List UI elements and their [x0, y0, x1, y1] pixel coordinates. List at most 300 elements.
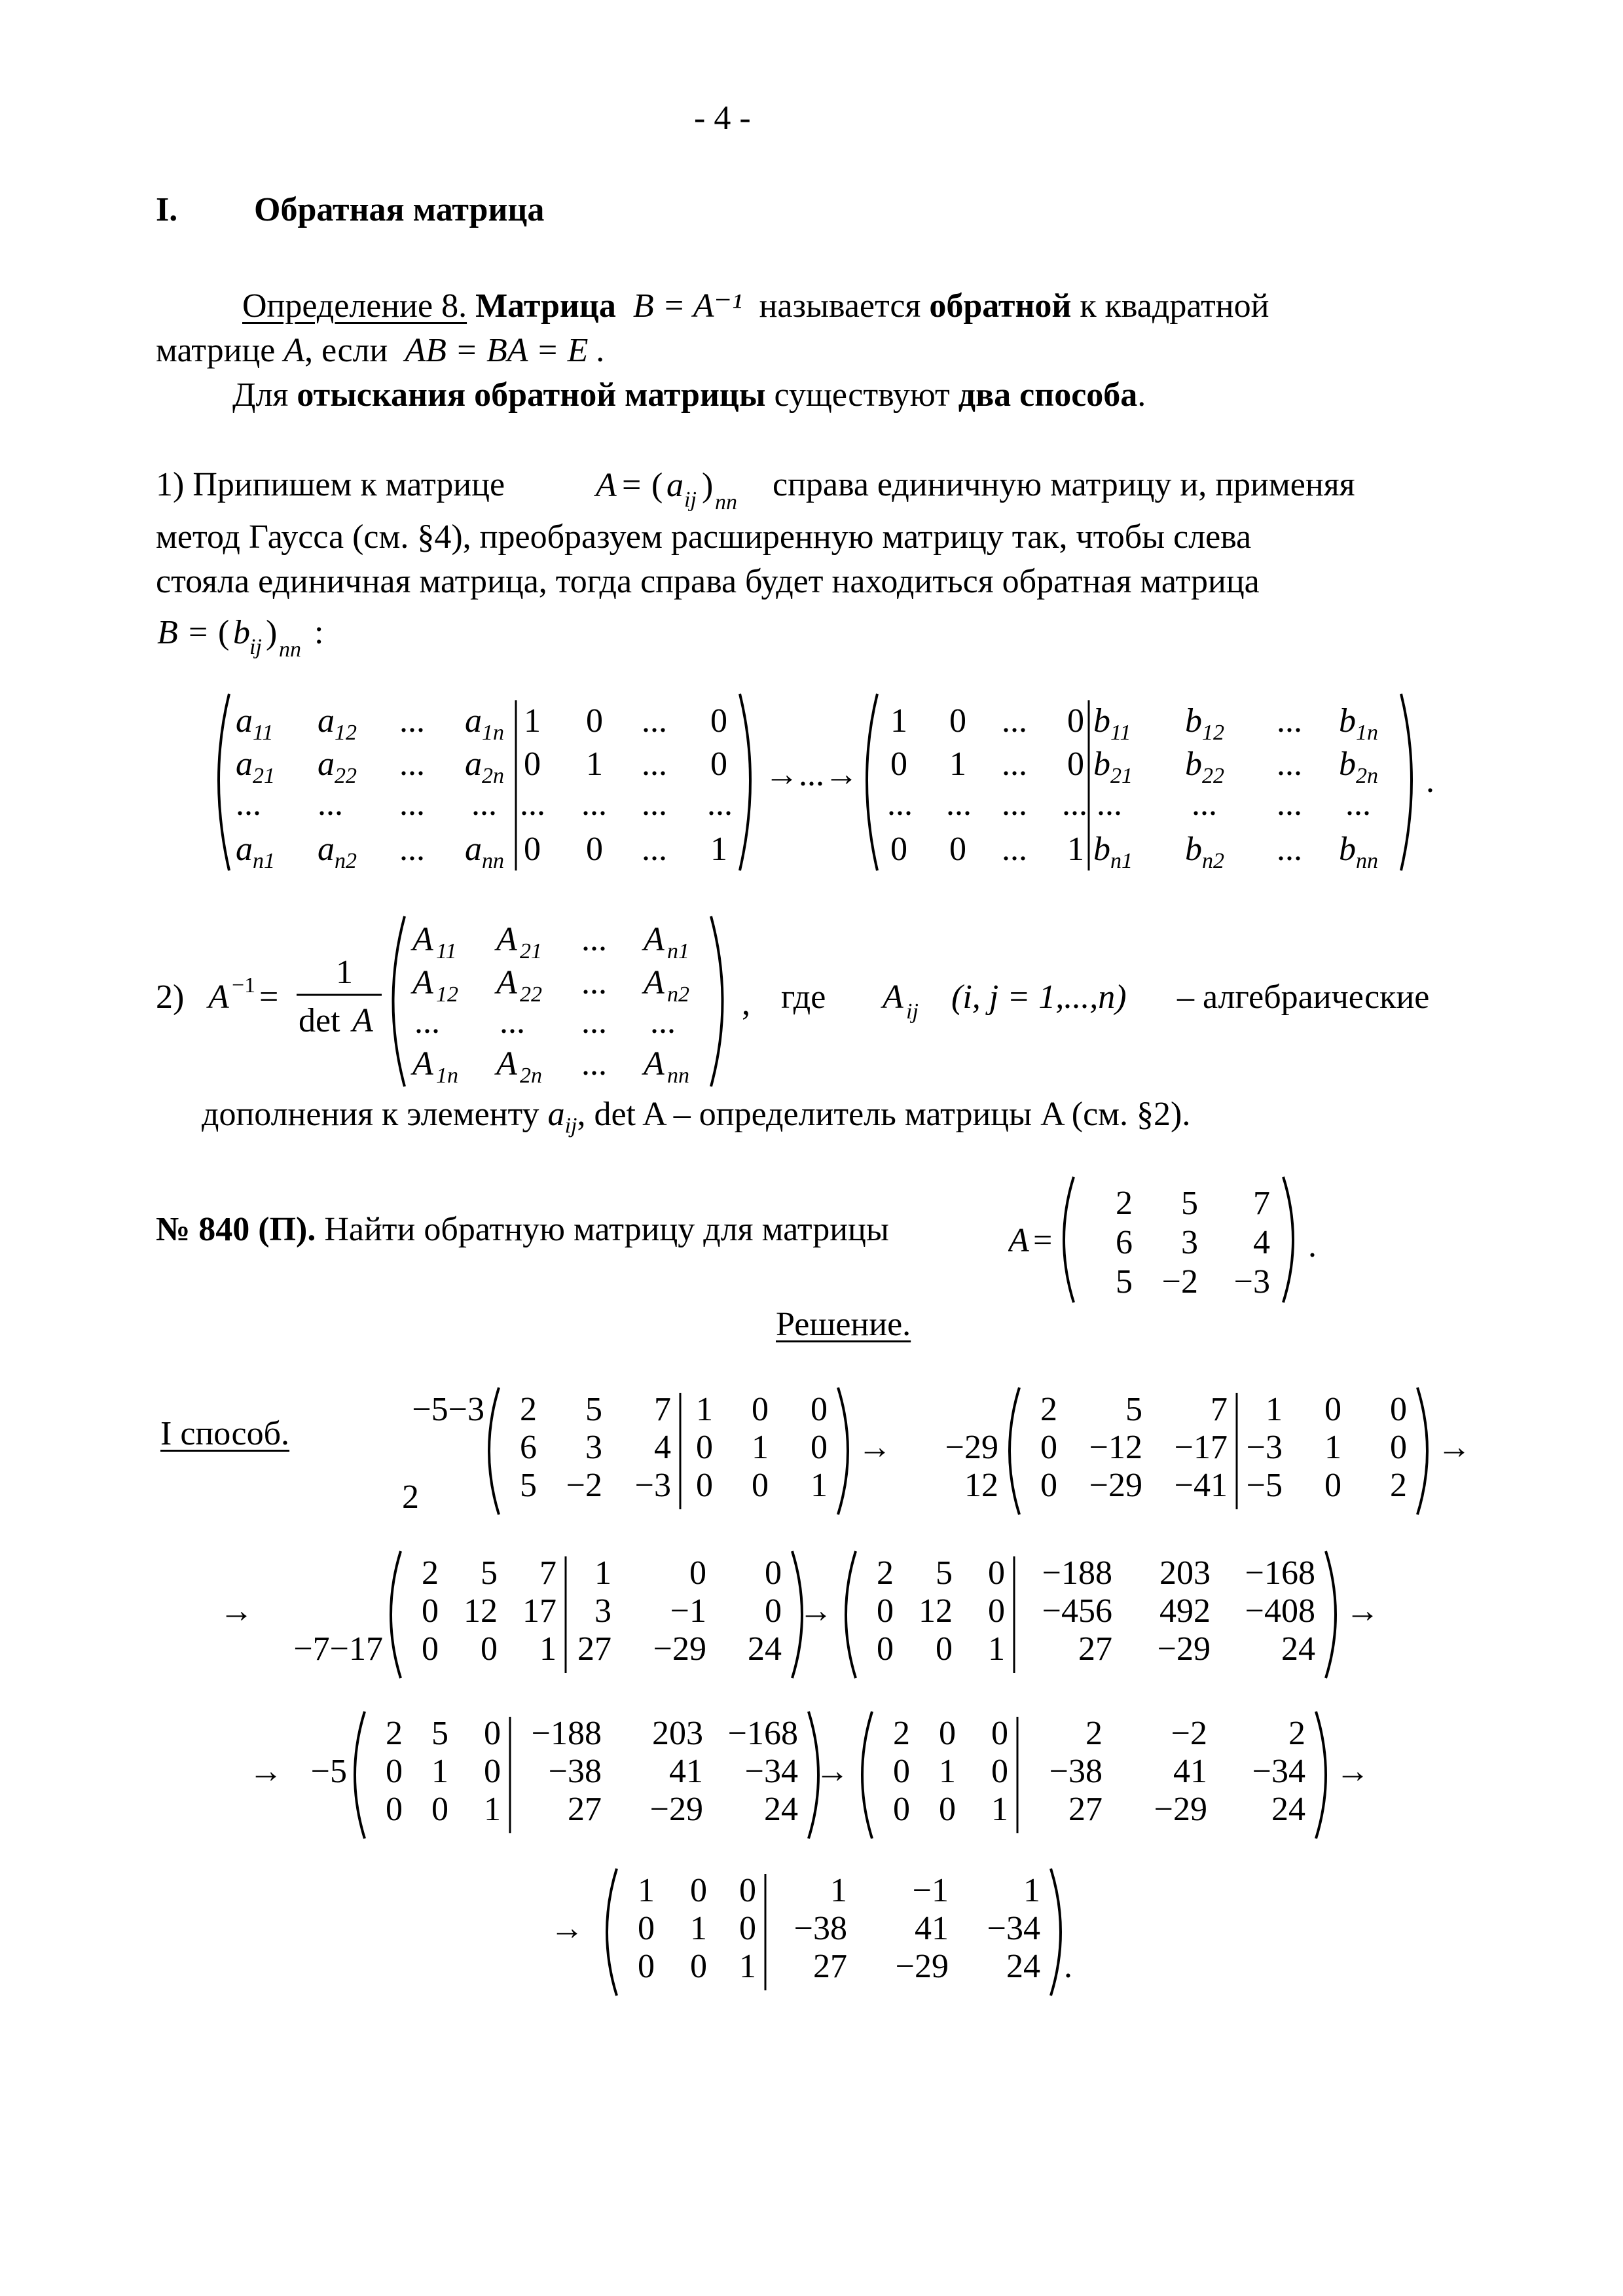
svg-text:22: 22	[520, 982, 542, 1007]
matrix-cell: 5	[481, 1554, 498, 1592]
svg-text:b: b	[1339, 702, 1356, 740]
matrix-left-paren	[846, 1551, 856, 1678]
matrix-right-paren	[1051, 1869, 1061, 1996]
row-multiplier: −5−3	[412, 1391, 484, 1428]
svg-text:A: A	[496, 1045, 517, 1083]
matrix-cell: 0	[765, 1554, 782, 1592]
problem-text: Найти обратную матрицу для матрицы	[324, 1211, 889, 1248]
svg-text:): )	[266, 614, 278, 651]
svg-text:...: ...	[581, 964, 607, 1001]
svg-text:...: ...	[1002, 745, 1027, 783]
matrix-cell: 0	[422, 1592, 439, 1630]
definition-line2-eq: AB = BA = E .	[405, 332, 606, 369]
matrix-cell: 27	[568, 1791, 602, 1828]
matrix-cell: 0	[386, 1753, 403, 1790]
matrix-cell: −34	[987, 1910, 1040, 1947]
matrix-cell: 0	[696, 1429, 713, 1466]
matrix-cell: 0	[1324, 1391, 1341, 1428]
svg-text:2n: 2n	[520, 1064, 542, 1088]
svg-text:a: a	[318, 702, 335, 740]
matrix-cell: 5	[936, 1554, 953, 1592]
svg-text:=: =	[259, 978, 279, 1016]
matrix-left-paren	[1010, 1388, 1019, 1515]
matrix-cell: 0	[638, 1910, 655, 1947]
svg-text:n1: n1	[667, 939, 689, 963]
svg-text:...: ...	[707, 785, 733, 823]
matrix-cell: 0	[1390, 1429, 1407, 1466]
svg-text:a: a	[236, 702, 253, 740]
svg-text:b: b	[1185, 745, 1202, 783]
period: .	[1064, 1948, 1072, 1985]
svg-text:...: ...	[318, 785, 343, 823]
matrix-cell: 0	[765, 1592, 782, 1630]
matrix-cell: −1	[670, 1592, 706, 1630]
row-multiplier: −5	[310, 1753, 347, 1790]
svg-text:1: 1	[890, 702, 907, 740]
matrix-cell: 5	[1125, 1391, 1142, 1428]
matrix-left-paren	[355, 1712, 365, 1839]
matrix-cell: 1	[988, 1630, 1005, 1668]
matrix-cell: 41	[1173, 1753, 1207, 1790]
matrix-cell: 0	[939, 1715, 956, 1752]
arrow: →	[815, 1753, 849, 1790]
definition-line2-start: матрице	[156, 332, 276, 369]
svg-text:b: b	[1339, 745, 1356, 783]
svg-text:a: a	[318, 745, 335, 783]
matrix-cell: −29	[1157, 1630, 1211, 1668]
matrix-cell: 2	[1288, 1715, 1305, 1752]
matrix-right-paren	[1316, 1712, 1326, 1839]
matrix-cell: 2	[893, 1715, 910, 1752]
svg-text:12: 12	[436, 982, 458, 1007]
matrix-cell: −408	[1245, 1592, 1315, 1630]
matrix-cell: 0	[739, 1872, 756, 1909]
svg-text:...: ...	[1345, 785, 1371, 823]
matrix-cell: 0	[1040, 1467, 1057, 1504]
section-numeral: I.	[156, 191, 178, 228]
svg-text:n2: n2	[1202, 849, 1224, 873]
matrix-cell: 41	[669, 1753, 703, 1790]
method1-inline-matrix-a	[589, 458, 779, 517]
arrow: →	[1345, 1592, 1379, 1630]
definition-called: называется	[759, 287, 921, 325]
matrix-cell: −29	[1154, 1791, 1207, 1828]
matrix-cell: 2	[386, 1715, 403, 1752]
matrix-cell: 1	[539, 1630, 556, 1668]
definition-formula: B = A⁻¹	[632, 287, 742, 325]
svg-text:...: ...	[236, 785, 261, 823]
svg-text:.: .	[1426, 762, 1434, 800]
svg-text:2n: 2n	[1356, 764, 1378, 788]
definition-bold-word: Матрица	[475, 287, 616, 325]
svg-text:...: ...	[1277, 702, 1302, 740]
svg-text:−1: −1	[232, 973, 256, 997]
svg-text:12: 12	[1202, 721, 1224, 745]
definition-label: Определение 8.	[242, 287, 467, 325]
svg-text:A: A	[596, 467, 617, 504]
matrix-cell: 0	[893, 1791, 910, 1828]
svg-text:n2: n2	[667, 982, 689, 1007]
svg-text:(: (	[218, 614, 230, 651]
svg-text:...: ...	[1062, 785, 1087, 823]
gauss-steps	[0, 1361, 1623, 2049]
method2-algebraic: – алгебраические	[1177, 978, 1430, 1016]
matrix-cell: −5	[1246, 1467, 1283, 1504]
matrix-cell: 2	[1040, 1391, 1057, 1428]
svg-text:b: b	[233, 614, 250, 651]
svg-text:11: 11	[436, 939, 457, 963]
definition-inverse: обратной	[929, 287, 1072, 325]
problem-matrix-cells	[1116, 1185, 1270, 1300]
method-label: I способ.	[160, 1415, 290, 1452]
row-multiplier: 12	[964, 1467, 998, 1504]
svg-text:1: 1	[949, 745, 966, 783]
matrix-cell: 2	[1085, 1715, 1103, 1752]
svg-text:A: A	[412, 921, 433, 958]
matrix-cell: 2	[520, 1391, 537, 1428]
matrix-cell: 1	[811, 1467, 828, 1504]
svg-text:...: ...	[642, 745, 667, 783]
problem-matrix-cell: 5	[1181, 1185, 1198, 1222]
svg-text:12: 12	[335, 721, 357, 745]
matrix-cell: 24	[748, 1630, 782, 1668]
matrix-cell: −3	[634, 1467, 671, 1504]
svg-text:det: det	[299, 1002, 340, 1039]
matrix-cell: 1	[696, 1391, 713, 1428]
matrix-cell: 203	[1159, 1554, 1211, 1592]
method1-line-1b: справа единичную матрицу и, применяя	[773, 466, 1355, 503]
matrix-cell: 0	[991, 1753, 1008, 1790]
svg-text:.: .	[1308, 1227, 1317, 1265]
arrow: →	[249, 1753, 283, 1790]
svg-text:0: 0	[710, 702, 727, 740]
method2-line2-b: , det A – определитель матрицы	[577, 1096, 1032, 1133]
matrix-right-paren	[838, 1388, 848, 1515]
problem-matrix-cell: 3	[1181, 1224, 1198, 1261]
matrix-cell: 2	[877, 1554, 894, 1592]
matrix-cell: 27	[577, 1630, 611, 1668]
svg-text:...: ...	[1002, 702, 1027, 740]
matrix-left-paren	[391, 1551, 401, 1678]
svg-text:21: 21	[520, 939, 542, 963]
svg-text:a: a	[465, 745, 482, 783]
svg-text:a: a	[236, 831, 253, 868]
svg-text:A: A	[412, 1045, 433, 1083]
matrix-cell: 0	[988, 1554, 1005, 1592]
svg-text:1n: 1n	[1356, 721, 1378, 745]
arrow: →	[219, 1592, 253, 1630]
svg-text:22: 22	[335, 764, 357, 788]
svg-text:...: ...	[1002, 785, 1027, 823]
svg-text:A: A	[644, 921, 665, 958]
svg-text:1: 1	[524, 702, 541, 740]
matrix-cell: 1	[991, 1791, 1008, 1828]
svg-text:...: ...	[1277, 785, 1302, 823]
matrix-cell: 0	[991, 1715, 1008, 1752]
svg-text:...: ...	[642, 702, 667, 740]
matrix-cell: 17	[522, 1592, 556, 1630]
svg-text:B: B	[157, 614, 178, 651]
intro-for: Для	[232, 376, 289, 414]
matrix-cell: 0	[690, 1948, 707, 1985]
matrix-right-paren	[1417, 1388, 1427, 1515]
matrix-cell: 0	[431, 1791, 448, 1828]
svg-text:...: ...	[581, 785, 607, 823]
svg-text:): )	[702, 467, 714, 504]
svg-text:n1: n1	[1110, 849, 1133, 873]
matrix-cell: 5	[585, 1391, 602, 1428]
method2-line2-a: дополнения к элементу	[202, 1096, 539, 1133]
matrix-cell: 5	[431, 1715, 448, 1752]
matrix-cell: 1	[638, 1872, 655, 1909]
matrix-cell: −168	[1245, 1554, 1315, 1592]
svg-text:=: =	[189, 614, 208, 651]
svg-text:...: ...	[946, 785, 972, 823]
svg-text:0: 0	[586, 831, 603, 868]
definition-line2-if: , если	[304, 332, 388, 369]
svg-text:...: ...	[1277, 745, 1302, 783]
matrix-cell: −29	[1089, 1467, 1142, 1504]
svg-text:22: 22	[1202, 764, 1224, 788]
svg-text:b: b	[1185, 831, 1202, 868]
matrix-cell: 12	[464, 1592, 498, 1630]
problem-matrix-cell: 4	[1253, 1224, 1270, 1261]
svg-text:...: ...	[581, 1003, 607, 1041]
svg-text:1n: 1n	[436, 1064, 458, 1088]
svg-text:...: ...	[414, 1003, 440, 1041]
problem-number: № 840 (П).	[156, 1211, 316, 1248]
svg-text:A: A	[412, 964, 433, 1001]
matrix-cell: 0	[689, 1554, 706, 1592]
svg-text:0: 0	[586, 702, 603, 740]
svg-text:...: ...	[642, 831, 667, 868]
svg-text:=: =	[622, 467, 642, 504]
row-multiplier: −7−17	[293, 1630, 383, 1668]
svg-text:...: ...	[399, 831, 425, 868]
svg-text:nn: nn	[715, 490, 737, 514]
page-number: - 4 -	[694, 99, 751, 137]
problem-line	[156, 1210, 889, 1250]
svg-text:...: ...	[1277, 831, 1302, 868]
svg-text:0: 0	[710, 745, 727, 783]
arrow: →	[1336, 1753, 1370, 1790]
matrix-cell: 0	[484, 1715, 501, 1752]
matrix-cell: 0	[690, 1872, 707, 1909]
svg-text:a: a	[465, 702, 482, 740]
svg-text:...: ...	[1097, 785, 1122, 823]
svg-text:1: 1	[1067, 831, 1084, 868]
matrix-cell: 0	[1390, 1391, 1407, 1428]
svg-text:A: A	[883, 978, 903, 1016]
row-multiplier: 2	[402, 1479, 419, 1516]
matrix-cell: 0	[811, 1429, 828, 1466]
method1-line-1a: 1) Припишем к матрице	[156, 466, 505, 503]
matrix-cell: 0	[1324, 1467, 1341, 1504]
svg-text:A: A	[496, 921, 517, 958]
matrix-cell: 1	[739, 1948, 756, 1985]
matrix-cell: 24	[1006, 1948, 1040, 1985]
matrix-cell: 0	[877, 1630, 894, 1668]
matrix-cell: 0	[939, 1791, 956, 1828]
svg-text:2n: 2n	[482, 764, 504, 788]
matrix-cell: 27	[813, 1948, 847, 1985]
svg-text:1: 1	[710, 831, 727, 868]
svg-text:1: 1	[336, 954, 353, 991]
svg-text:0: 0	[524, 831, 541, 868]
matrix-cell: 203	[652, 1715, 703, 1752]
matrix-cell: 12	[919, 1592, 953, 1630]
svg-text:nn: nn	[667, 1064, 689, 1088]
matrix-cell: 24	[1271, 1791, 1305, 1828]
matrix-cell: 6	[520, 1429, 537, 1466]
svg-text:0: 0	[949, 831, 966, 868]
svg-text:A: A	[644, 1045, 665, 1083]
svg-text:ij: ij	[684, 488, 697, 512]
matrix-cell: 7	[539, 1554, 556, 1592]
matrix-cell: 7	[654, 1391, 671, 1428]
matrix-cell: −38	[548, 1753, 602, 1790]
svg-text:0: 0	[890, 831, 907, 868]
svg-text:...: ...	[1192, 785, 1217, 823]
matrix-cell: 0	[739, 1910, 756, 1947]
svg-text:A: A	[208, 978, 229, 1016]
matrix-cell: −38	[793, 1910, 847, 1947]
problem-matrix-cell: −2	[1161, 1263, 1198, 1300]
method2-line2-c: A (см. §2).	[1040, 1096, 1191, 1133]
method2-formula	[156, 903, 1478, 1100]
matrix-cell: −2	[1171, 1715, 1207, 1752]
svg-text:b: b	[1185, 702, 1202, 740]
matrix-cell: 27	[1068, 1791, 1103, 1828]
svg-text:b: b	[1093, 831, 1110, 868]
matrix-cell: −188	[531, 1715, 602, 1752]
matrix-cell: 3	[594, 1592, 611, 1630]
problem-matrix-cell: 2	[1116, 1185, 1133, 1222]
matrix-cell: 0	[422, 1630, 439, 1668]
matrix-cell: −34	[744, 1753, 798, 1790]
method1-line-3: стояла единичная матрица, тогда справа будет находиться обратная матрица	[156, 563, 1260, 600]
problem-matrix	[1008, 1172, 1336, 1309]
svg-text:0: 0	[949, 702, 966, 740]
matrix-cell: −29	[653, 1630, 706, 1668]
matrix-cell: −17	[1174, 1429, 1228, 1466]
svg-text:a: a	[465, 831, 482, 868]
matrix-cell: 0	[877, 1592, 894, 1630]
problem-matrix-cell: 6	[1116, 1224, 1133, 1261]
svg-text:11: 11	[1110, 721, 1131, 745]
matrix-cell: 0	[988, 1592, 1005, 1630]
matrix-cell: 0	[936, 1630, 953, 1668]
svg-text:b: b	[1339, 831, 1356, 868]
matrix-cell: 3	[585, 1429, 602, 1466]
svg-text:n1: n1	[253, 849, 275, 873]
svg-text:1n: 1n	[482, 721, 504, 745]
matrix-cell: 1	[484, 1791, 501, 1828]
methods-intro	[232, 375, 1146, 416]
matrix-cell: −12	[1089, 1429, 1142, 1466]
svg-text:...: ...	[581, 921, 607, 958]
matrix-cell: −29	[895, 1948, 949, 1985]
svg-text:0: 0	[1067, 745, 1084, 783]
matrix-cell: 1	[1324, 1429, 1341, 1466]
svg-text:=: =	[1033, 1222, 1053, 1259]
method2-label: 2)	[156, 978, 185, 1016]
matrix-cell: 1	[690, 1910, 707, 1947]
intro-bold-1: отыскания обратной матрицы	[297, 376, 766, 414]
matrix-cell: 1	[752, 1429, 769, 1466]
matrix-cell: −456	[1042, 1592, 1112, 1630]
matrix-cell: 2	[1390, 1467, 1407, 1504]
problem-matrix-cell: 5	[1116, 1263, 1133, 1300]
arrow: →	[550, 1910, 584, 1947]
matrix-cell: 1	[830, 1872, 847, 1909]
matrix-cell: 0	[752, 1467, 769, 1504]
matrix-cell: 0	[386, 1791, 403, 1828]
matrix-cell: −1	[912, 1872, 949, 1909]
matrix-cell: 2	[422, 1554, 439, 1592]
method2-aij: $a_{ij}$	[547, 1096, 577, 1138]
matrix-cell: 24	[1281, 1630, 1315, 1668]
matrix-cell: 0	[481, 1630, 498, 1668]
definition-line-2	[156, 331, 605, 371]
svg-text:a: a	[236, 745, 253, 783]
svg-text:21: 21	[253, 764, 275, 788]
svg-text:0: 0	[524, 745, 541, 783]
method2-line-2	[202, 1094, 1190, 1146]
matrix-cell: −168	[727, 1715, 798, 1752]
svg-text:...: ...	[500, 1003, 525, 1041]
svg-text:0: 0	[890, 745, 907, 783]
svg-text:→...→: →...→	[765, 756, 858, 793]
matrix-cell: 1	[594, 1554, 611, 1592]
svg-text:...: ...	[399, 785, 425, 823]
matrix-cell: 41	[915, 1910, 949, 1947]
matrix-cell: −34	[1252, 1753, 1305, 1790]
matrix-cell: −2	[566, 1467, 602, 1504]
svg-text:1: 1	[586, 745, 603, 783]
svg-text:nn: nn	[1356, 849, 1378, 873]
matrix-cell: −41	[1174, 1467, 1228, 1504]
matrix-cell: 4	[654, 1429, 671, 1466]
matrix-cell: 5	[520, 1467, 537, 1504]
svg-text:...: ...	[399, 702, 425, 740]
general-augmented-matrices	[203, 687, 1467, 884]
matrix-cell: 24	[764, 1791, 798, 1828]
problem-matrix-cell: −3	[1233, 1263, 1270, 1300]
arrow: →	[858, 1429, 892, 1466]
svg-text:...: ...	[399, 745, 425, 783]
intro-dot: .	[1137, 376, 1146, 414]
svg-text:a: a	[666, 467, 684, 504]
svg-text:b: b	[1093, 745, 1110, 783]
matrix-cell: 0	[811, 1391, 828, 1428]
svg-text:...: ...	[642, 785, 667, 823]
svg-text:A: A	[1008, 1222, 1029, 1259]
matrix-cell: 7	[1211, 1391, 1228, 1428]
definition-line2-a: A	[283, 332, 305, 369]
matrix-cell: 492	[1159, 1592, 1211, 1630]
svg-text:...: ...	[520, 785, 545, 823]
svg-text:(: (	[651, 467, 663, 504]
svg-text:ij: ij	[249, 635, 262, 659]
svg-text:11: 11	[253, 721, 274, 745]
svg-text:A: A	[352, 1002, 373, 1039]
svg-text:ij: ij	[906, 999, 919, 1024]
definition-rest: к квадратной	[1080, 287, 1269, 325]
matrix-cell: 0	[638, 1948, 655, 1985]
matrix-cell: 27	[1078, 1630, 1112, 1668]
svg-text:n2: n2	[335, 849, 357, 873]
